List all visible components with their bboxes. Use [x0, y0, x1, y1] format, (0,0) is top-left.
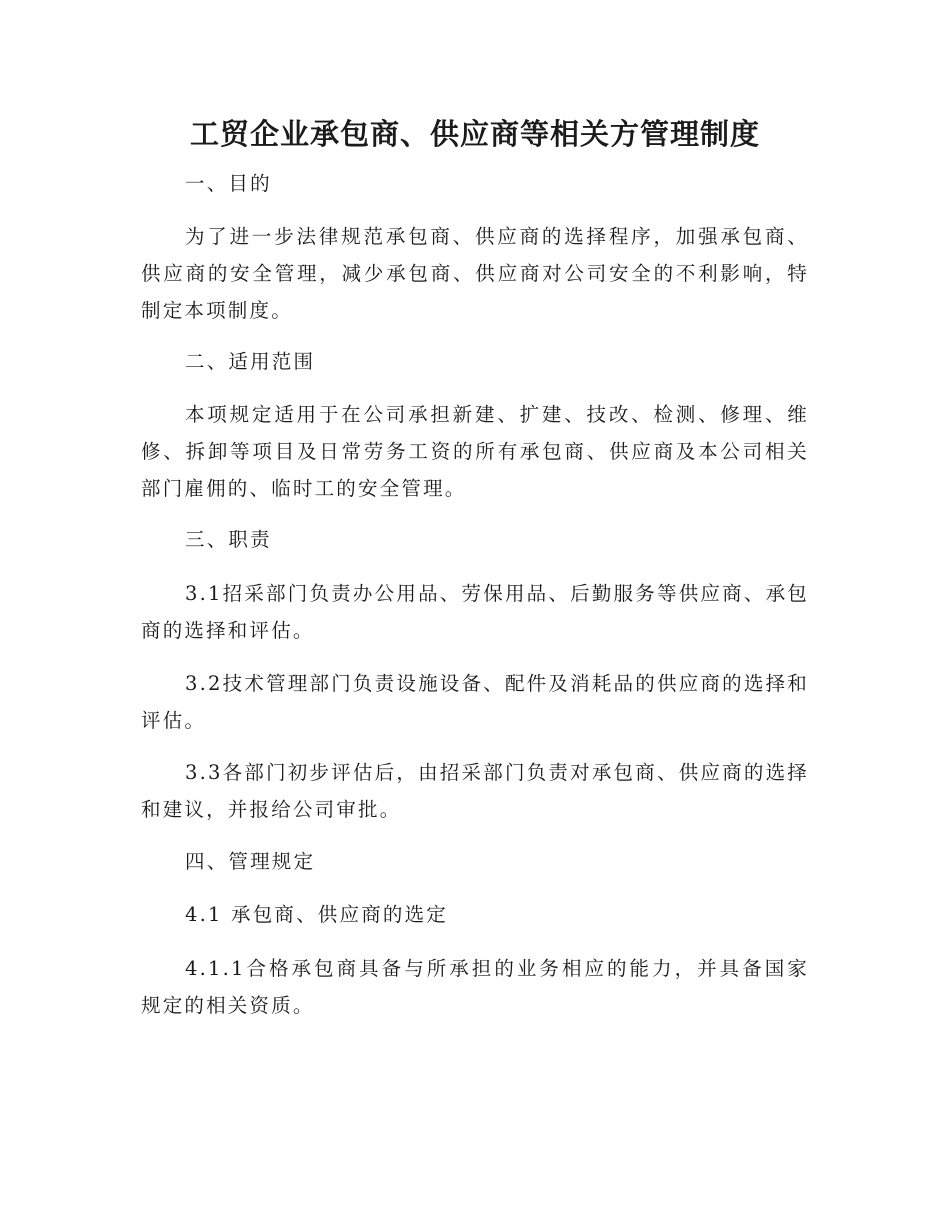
subsection-heading-4-1: 4.1 承包商、供应商的选定: [185, 903, 449, 926]
paragraph-purpose: 为了进一步法律规范承包商、供应商的选择程序，加强承包商、供应商的安全管理，减少承包商、供应商对公司安全的不利影响，特制定本项制度。: [141, 225, 809, 322]
paragraph-rule-4-1-1: 4.1.1合格承包商具备与所承担的业务相应的能力，并具备国家规定的相关资质。: [141, 957, 809, 1017]
document-title: 工贸企业承包商、供应商等相关方管理制度: [189, 117, 760, 151]
paragraph-responsibility-3-2: 3.2技术管理部门负责设施设备、配件及消耗品的供应商的选择和评估。: [141, 672, 809, 732]
section-heading-responsibilities: 三、职责: [185, 528, 272, 551]
section-heading-scope: 二、适用范围: [185, 350, 316, 373]
paragraph-responsibility-3-1: 3.1招采部门负责办公用品、劳保用品、后勤服务等供应商、承包商的选择和评估。: [141, 582, 809, 642]
paragraph-scope: 本项规定适用于在公司承担新建、扩建、技改、检测、修理、维修、拆卸等项目及日常劳务工资的所有承包商、供应商及本公司相关部门雇佣的、临时工的安全管理。: [141, 403, 809, 500]
section-heading-management-rules: 四、管理规定: [185, 850, 316, 873]
section-heading-purpose: 一、目的: [185, 172, 272, 195]
paragraph-responsibility-3-3: 3.3各部门初步评估后，由招采部门负责对承包商、供应商的选择和建议，并报给公司审批。: [141, 761, 809, 821]
